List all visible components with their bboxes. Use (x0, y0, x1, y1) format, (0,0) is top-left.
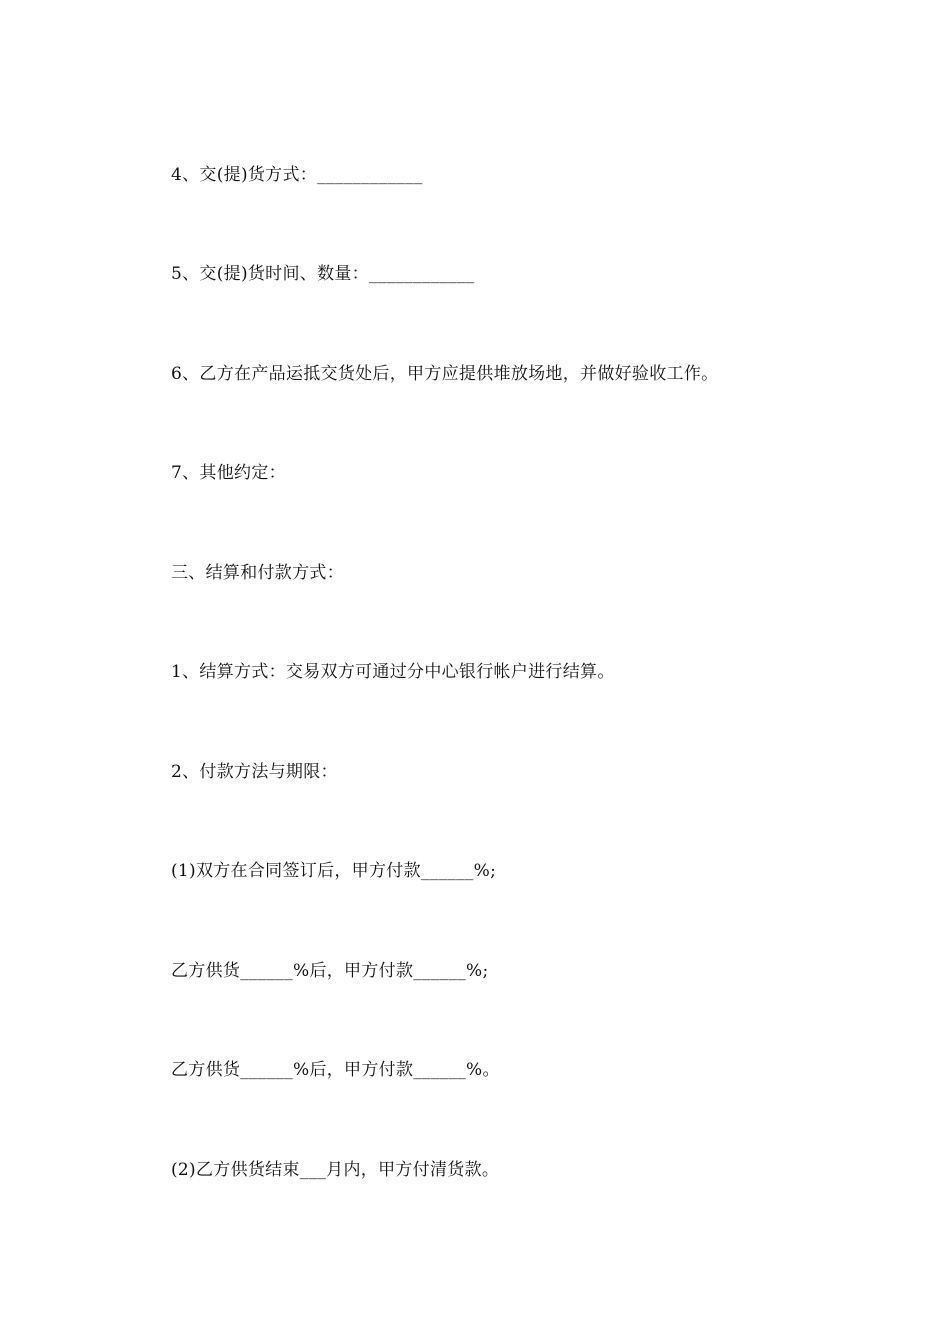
clause-settlement-method: 1、结算方式：交易双方可通过分中心银行帐户进行结算。 (171, 662, 615, 682)
payment-term-1-cont-b: 乙方供货______%后，甲方付款______%。 (171, 1060, 500, 1080)
payment-term-1-cont-a: 乙方供货______%后，甲方付款______%; (171, 961, 489, 981)
section-heading-settlement: 三、结算和付款方式： (171, 563, 344, 583)
clause-payment-terms: 2、付款方法与期限： (171, 762, 338, 782)
payment-term-2: (2)乙方供货结束___月内，甲方付清货款。 (171, 1160, 500, 1180)
clause-delivery-time-quantity: 5、交(提)货时间、数量：____________ (171, 264, 475, 284)
payment-term-1: (1)双方在合同签订后，甲方付款______%; (171, 861, 497, 881)
clause-delivery-method: 4、交(提)货方式：____________ (171, 165, 423, 185)
clause-storage-acceptance: 6、乙方在产品运抵交货处后，甲方应提供堆放场地，并做好验收工作。 (171, 364, 719, 384)
clause-other-terms: 7、其他约定： (171, 463, 286, 483)
